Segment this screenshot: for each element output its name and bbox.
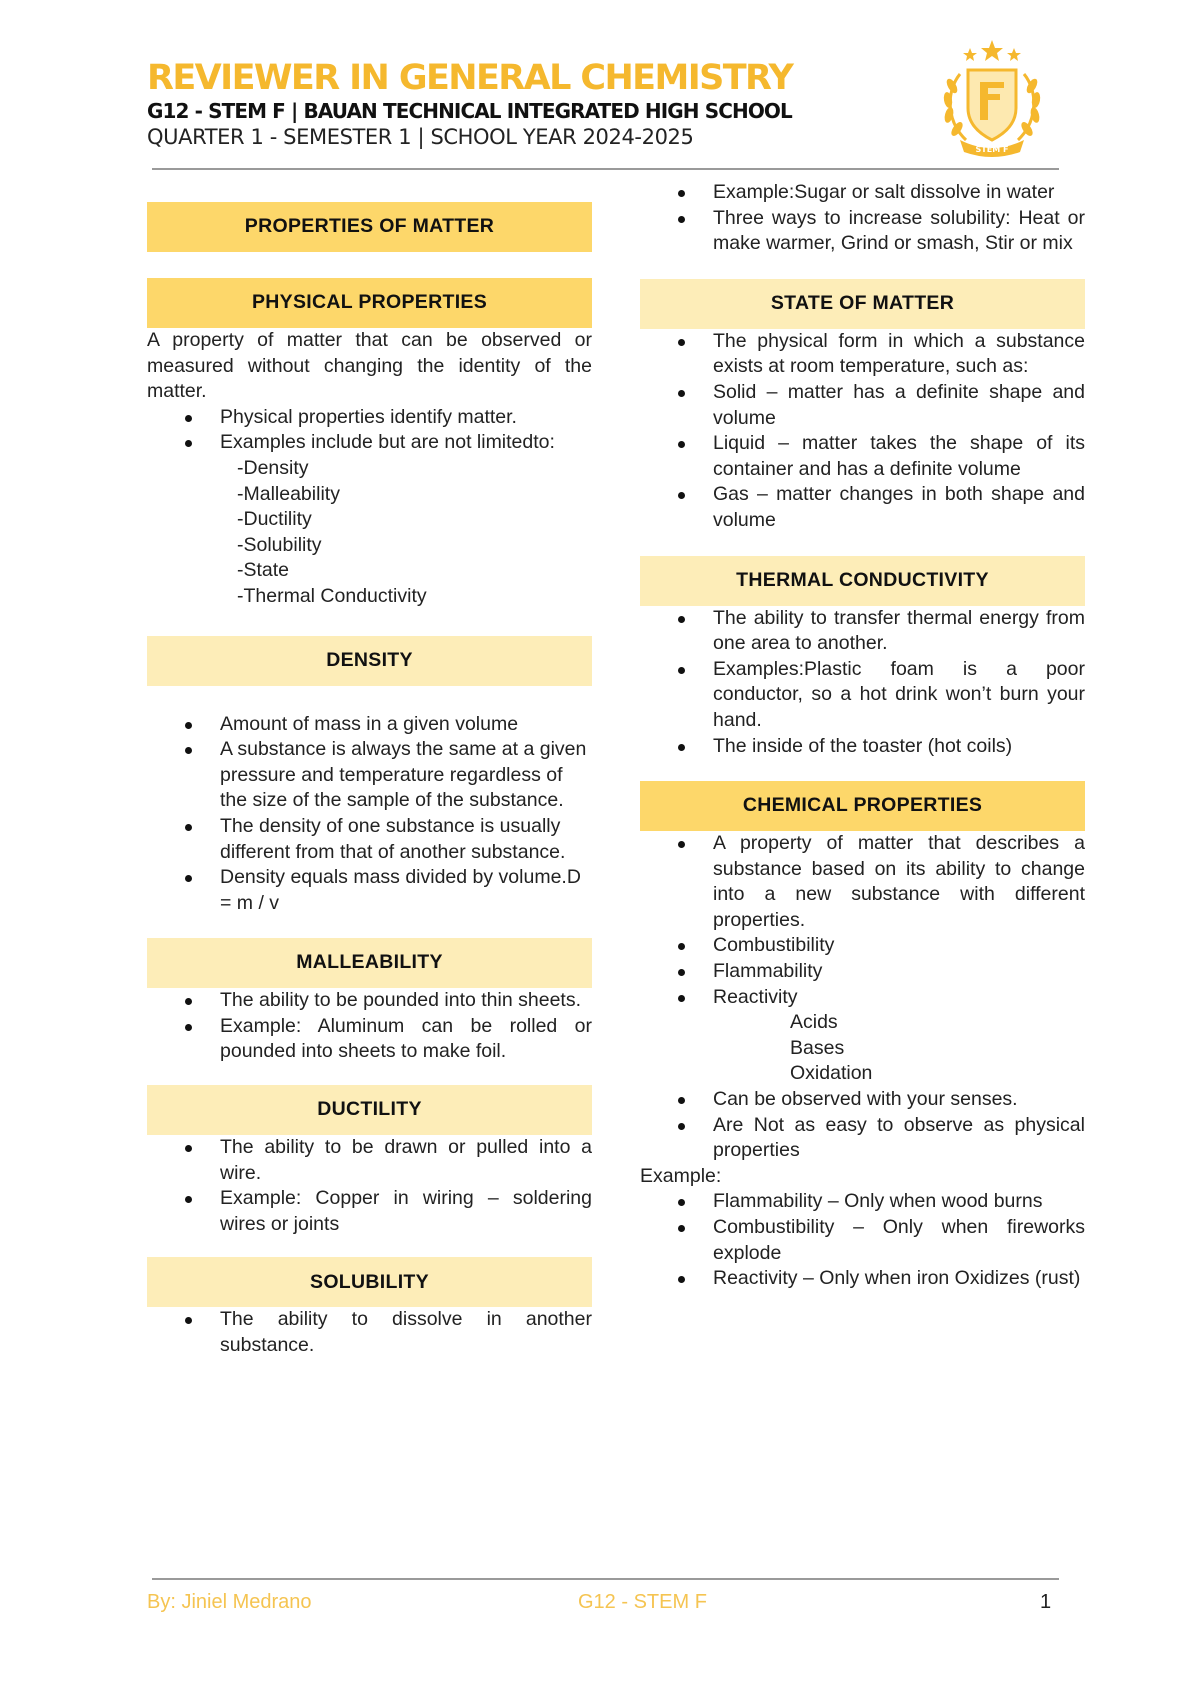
list-item: Reactivity – Only when iron Oxidizes (rust) bbox=[640, 1266, 1085, 1292]
document-term: QUARTER 1 - SEMESTER 1 | SCHOOL YEAR 2024-2025 bbox=[147, 125, 694, 149]
section-heading-solubility: SOLUBILITY bbox=[147, 1257, 592, 1307]
list-item: A property of matter that describes a substance based on its ability to change into a new substance with different properties. bbox=[640, 831, 1085, 933]
density-list bbox=[147, 712, 592, 917]
list-item: Three ways to increase solubility: Heat or make warmer, Grind or smash, Stir or mix bbox=[640, 206, 1085, 257]
section-heading-physical-properties: PHYSICAL PROPERTIES bbox=[147, 278, 592, 328]
logo-text: STEM F bbox=[975, 145, 1009, 154]
list-item: Examples include but are not limitedto: bbox=[147, 430, 592, 456]
list-item: The inside of the toaster (hot coils) bbox=[640, 734, 1085, 760]
footer-divider bbox=[152, 1578, 1059, 1580]
list-item: The ability to transfer thermal energy from one area to another. bbox=[640, 606, 1085, 657]
header-divider bbox=[152, 168, 1059, 170]
example-item: -Density bbox=[237, 456, 309, 479]
example-item: -State bbox=[237, 559, 290, 582]
section-heading-properties-of-matter: PROPERTIES OF MATTER bbox=[147, 202, 592, 252]
reactivity-item: Oxidation bbox=[790, 1062, 873, 1085]
state-of-matter-list bbox=[640, 329, 1085, 534]
list-item: Flammability bbox=[640, 959, 1085, 985]
reactivity-item: Acids bbox=[790, 1011, 838, 1034]
list-item: Examples:Plastic foam is a poor conductor, so a hot drink won’t burn your hand. bbox=[640, 657, 1085, 734]
solubility-list bbox=[147, 1307, 592, 1358]
malleability-list bbox=[147, 988, 592, 1065]
chemical-properties-list bbox=[640, 831, 1085, 1010]
chemical-examples-list bbox=[640, 1189, 1085, 1291]
thermal-conductivity-list bbox=[640, 606, 1085, 760]
list-item: Liquid – matter takes the shape of its container and has a definite volume bbox=[640, 431, 1085, 482]
list-item: Solid – matter has a definite shape and volume bbox=[640, 380, 1085, 431]
section-heading-density: DENSITY bbox=[147, 636, 592, 686]
school-logo-emblem bbox=[932, 36, 1052, 160]
left-column bbox=[147, 180, 592, 1359]
reactivity-item: Bases bbox=[790, 1036, 845, 1059]
example-item: -Ductility bbox=[237, 508, 312, 531]
list-item: A substance is always the same at a given pressure and temperature regardless of the size of the sample of the substance. bbox=[147, 737, 592, 814]
physical-properties-list bbox=[147, 405, 592, 456]
list-item: Physical properties identify matter. bbox=[147, 405, 592, 431]
section-heading-chemical-properties: CHEMICAL PROPERTIES bbox=[640, 781, 1085, 831]
section-heading-thermal-conductivity: THERMAL CONDUCTIVITY bbox=[640, 556, 1085, 606]
document-subtitle: G12 - STEM F | BAUAN TECHNICAL INTEGRATED HIGH SCHOOL bbox=[147, 99, 792, 123]
list-item: Are Not as easy to observe as physical properties bbox=[640, 1113, 1085, 1164]
list-item: Example: Aluminum can be rolled or pounded into sheets to make foil. bbox=[147, 1014, 592, 1065]
section-heading-state-of-matter: STATE OF MATTER bbox=[640, 279, 1085, 329]
right-column bbox=[640, 180, 1085, 1292]
reactivity-sublist bbox=[640, 1010, 1085, 1087]
example-item: -Thermal Conductivity bbox=[237, 584, 427, 607]
list-item: Amount of mass in a given volume bbox=[147, 712, 592, 738]
example-label: Example: bbox=[640, 1164, 722, 1187]
solubility-continued-list bbox=[640, 180, 1085, 257]
list-item: Example: Copper in wiring – soldering wires or joints bbox=[147, 1186, 592, 1237]
footer-author: By: Jiniel Medrano bbox=[147, 1591, 312, 1613]
list-item: Combustibility bbox=[640, 933, 1085, 959]
list-item: Combustibility – Only when fireworks explode bbox=[640, 1215, 1085, 1266]
list-item: The physical form in which a substance exists at room temperature, such as: bbox=[640, 329, 1085, 380]
physical-examples-list bbox=[147, 456, 592, 610]
example-item: -Solubility bbox=[237, 533, 322, 556]
footer-section: G12 - STEM F bbox=[578, 1591, 707, 1613]
document-header bbox=[147, 58, 1057, 168]
list-item: The density of one substance is usually different from that of another substance. bbox=[147, 814, 592, 865]
list-item: Example:Sugar or salt dissolve in water bbox=[640, 180, 1085, 206]
ductility-list bbox=[147, 1135, 592, 1237]
list-item: The ability to be pounded into thin sheets. bbox=[147, 988, 592, 1014]
example-item: -Malleability bbox=[237, 482, 340, 505]
list-item: Reactivity bbox=[640, 985, 1085, 1011]
list-item: The ability to be drawn or pulled into a wire. bbox=[147, 1135, 592, 1186]
section-heading-ductility: DUCTILITY bbox=[147, 1085, 592, 1135]
list-item: The ability to dissolve in another substance. bbox=[147, 1307, 592, 1358]
section-heading-malleability: MALLEABILITY bbox=[147, 938, 592, 988]
list-item: Can be observed with your senses. bbox=[640, 1087, 1085, 1113]
list-item: Density equals mass divided by volume.D = m / v bbox=[147, 865, 592, 916]
physical-properties-intro: A property of matter that can be observed or measured without changing the identity of the matter. bbox=[147, 329, 592, 403]
document-title: REVIEWER IN GENERAL CHEMISTRY bbox=[147, 58, 793, 98]
list-item: Gas – matter changes in both shape and volume bbox=[640, 482, 1085, 533]
list-item: Flammability – Only when wood burns bbox=[640, 1189, 1085, 1215]
page-number: 1 bbox=[1040, 1591, 1052, 1613]
chemical-properties-list-continued bbox=[640, 1087, 1085, 1164]
